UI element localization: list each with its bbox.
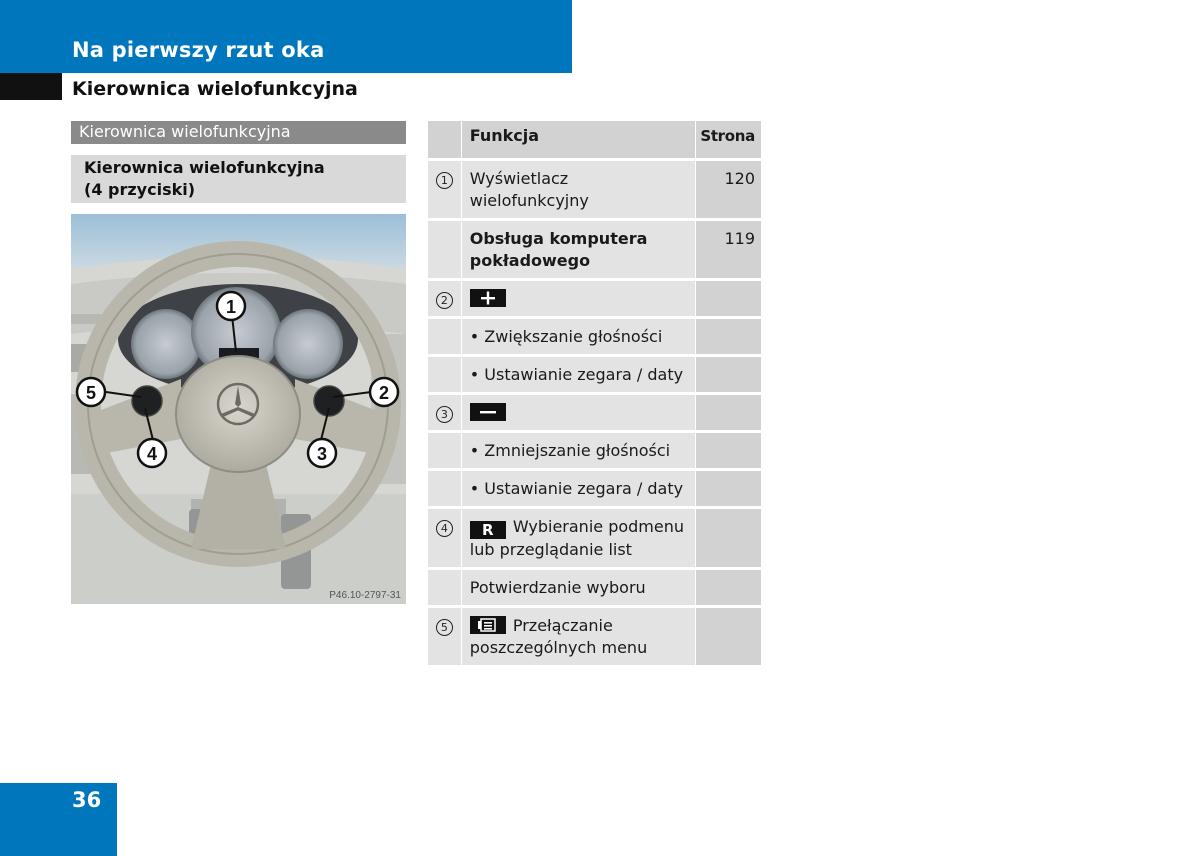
minus-icon bbox=[470, 403, 506, 421]
table-header-row bbox=[428, 121, 761, 161]
callout-3 bbox=[308, 439, 336, 467]
page-number: 36 bbox=[72, 788, 102, 812]
photo-caption: P46.10-2797-31 bbox=[329, 590, 401, 601]
section-title: Kierownica wielofunkcyjna bbox=[72, 78, 358, 100]
svg-text:1: 1 bbox=[225, 297, 237, 317]
menu-switch-icon bbox=[470, 616, 506, 634]
subsection-bar: Kierownica wielofunkcyjna bbox=[71, 121, 406, 144]
callout-4 bbox=[138, 439, 166, 467]
row-number: 4 bbox=[436, 520, 453, 537]
table-row: • Zmniejszanie głośności bbox=[428, 433, 761, 471]
subtitle-line1: Kierownica wielofunkcyjna bbox=[84, 158, 325, 177]
table-row: • Ustawianie zegara / daty bbox=[428, 357, 761, 395]
table-row: Obsługa komputera pokładowego 119 bbox=[428, 221, 761, 281]
table-row bbox=[428, 281, 761, 319]
section-marker bbox=[0, 73, 62, 100]
function-table bbox=[428, 121, 761, 665]
table-row: 4 R Wybieranie podmenu lub przeglądanie list bbox=[428, 509, 761, 570]
callout-2 bbox=[370, 378, 398, 406]
plus-icon bbox=[470, 289, 506, 307]
table-row: • Zwiększanie głośności bbox=[428, 319, 761, 357]
svg-text:3: 3 bbox=[316, 444, 328, 464]
header-band bbox=[0, 0, 572, 73]
table-row bbox=[428, 395, 761, 433]
callout-1 bbox=[217, 292, 245, 320]
row-number: 3 bbox=[436, 406, 453, 423]
header-page: Strona bbox=[695, 121, 761, 161]
steering-wheel-photo bbox=[71, 214, 406, 604]
chapter-title: Na pierwszy rzut oka bbox=[72, 38, 325, 62]
callout-5 bbox=[77, 378, 105, 406]
row-number: 5 bbox=[436, 619, 453, 636]
svg-text:2: 2 bbox=[378, 383, 390, 403]
table-row: 1 Wyświetlacz wielofunkcyjny 120 bbox=[428, 161, 761, 221]
header-function: Funkcja bbox=[461, 121, 696, 161]
subsection-subtitle bbox=[71, 155, 406, 203]
table-row: 5 Przełączanie poszczególnych menu bbox=[428, 608, 761, 665]
svg-text:4: 4 bbox=[146, 444, 158, 464]
r-button-icon: R bbox=[470, 521, 506, 539]
svg-text:5: 5 bbox=[85, 383, 97, 403]
table-row: • Ustawianie zegara / daty bbox=[428, 471, 761, 509]
table-row: Potwierdzanie wyboru bbox=[428, 570, 761, 608]
row-number: 2 bbox=[436, 292, 453, 309]
subtitle-line2: (4 przyciski) bbox=[84, 180, 196, 199]
row-number: 1 bbox=[436, 172, 453, 189]
